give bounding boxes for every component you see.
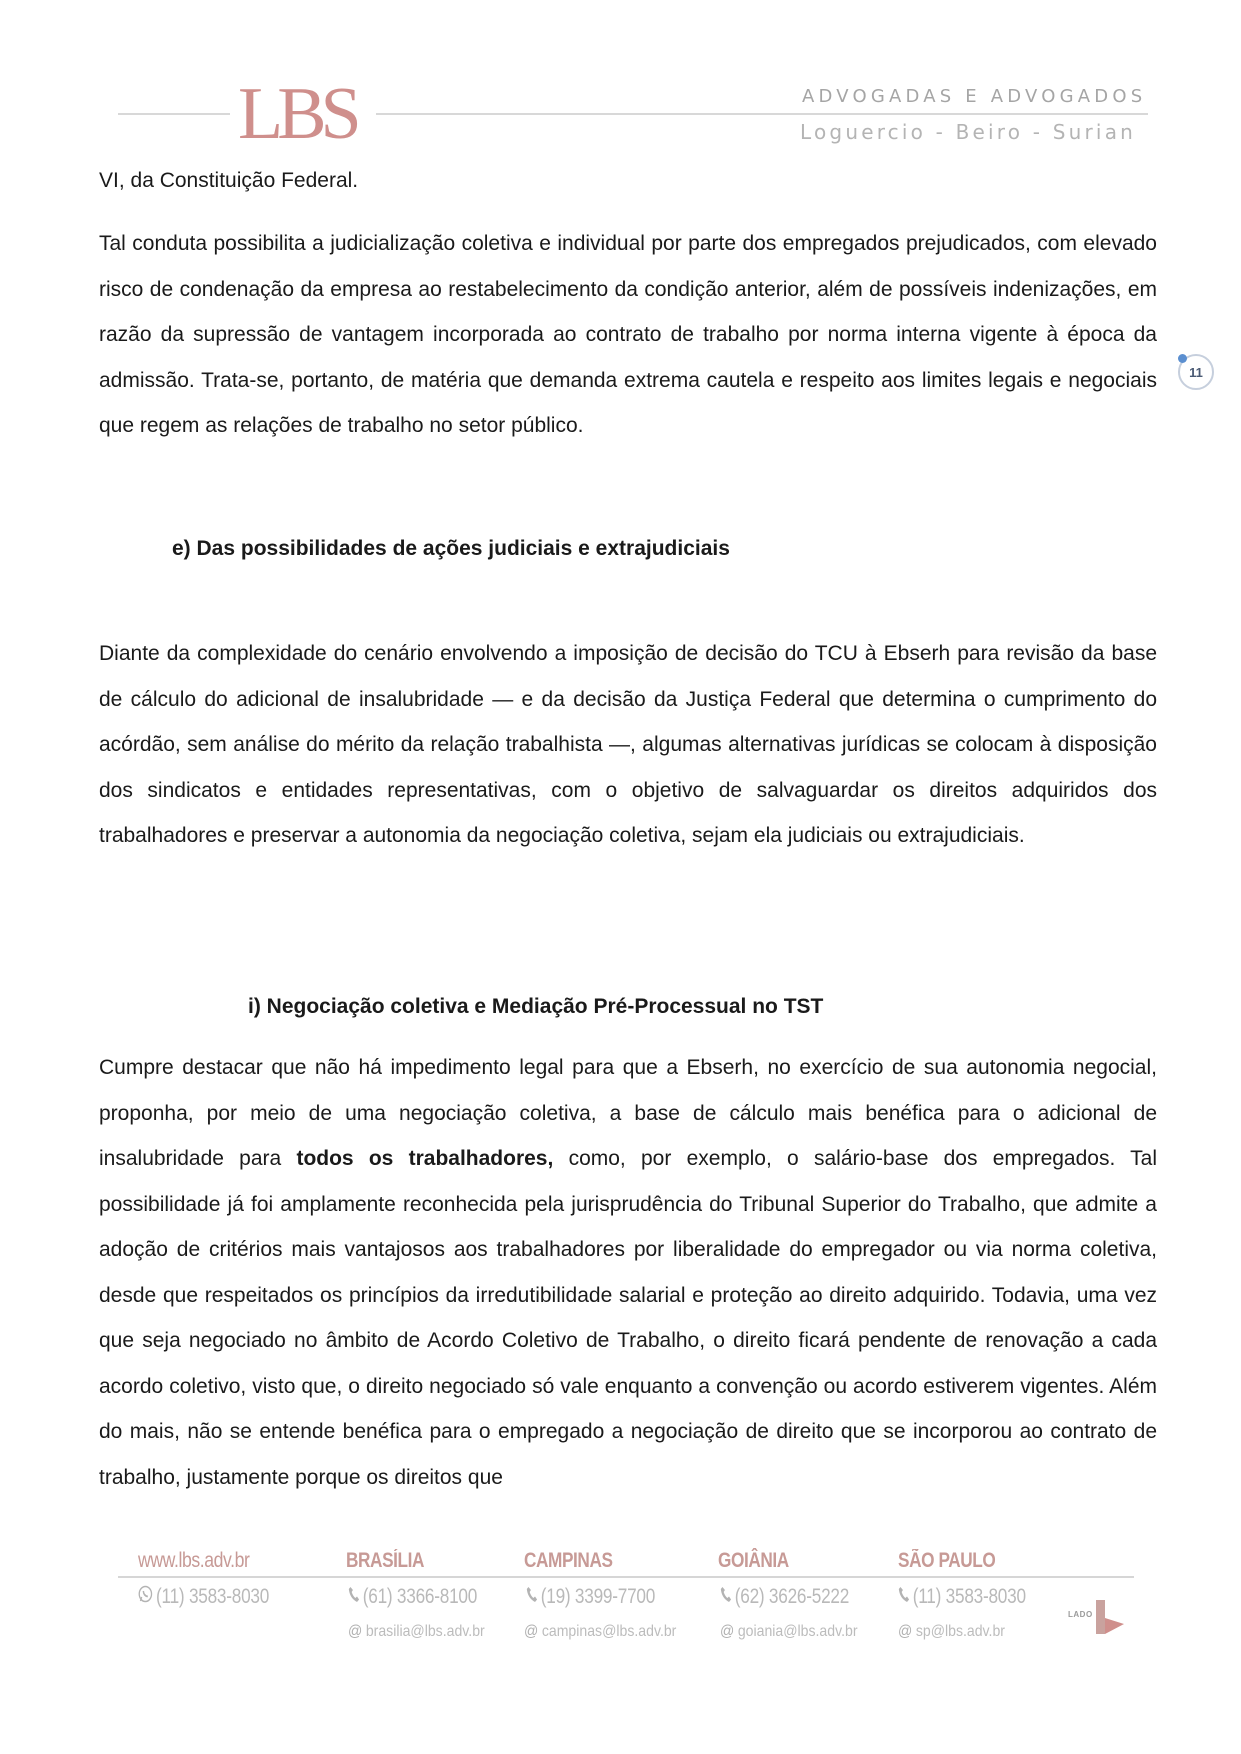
footer-email-goiania-address: goiania@lbs.adv.br	[737, 1623, 858, 1640]
footer-email-sao-paulo-address: sp@lbs.adv.br	[915, 1623, 1005, 1640]
footer-rule	[118, 1576, 1134, 1578]
footer-email-brasilia[interactable]	[348, 1623, 485, 1641]
page-badge-dot	[1178, 354, 1187, 363]
footer-whatsapp-number: (11) 3583-8030	[156, 1585, 270, 1608]
phone-icon	[898, 1585, 909, 1609]
footer-phone-campinas[interactable]	[526, 1585, 655, 1609]
footer-phone-goiania-number: (62) 3626-5222	[734, 1585, 850, 1608]
at-icon: @	[348, 1623, 363, 1640]
footer-phone-brasilia[interactable]	[348, 1585, 477, 1609]
at-icon: @	[898, 1623, 913, 1640]
footer-city-campinas: CAMPINAS	[524, 1549, 613, 1572]
paragraph-continuation: VI, da Constituição Federal.	[99, 169, 359, 192]
footer-email-campinas[interactable]	[524, 1623, 676, 1641]
paragraph-risk: Tal conduta possibilita a judicialização coletiva e individual por parte dos empregados prejudicados, com elevado risco de condenação da empresa ao restabelecimento da condição anterior, além de possíveis indenizações, em razão da supressão de vantagem incorporada ao contrato de trabalho por norma interna vigente à época da admissão. Trata-se, portanto, de matéria que demanda extrema cautela e respeito aos limites legais e negociais que regem as relações de trabalho no setor público.	[99, 232, 1157, 437]
paragraph-negotiation-part1: Cumpre destacar que não há impedimento legal para que a Ebserh, no exercício de sua autonomia negocial, proponha, por meio de uma negociação coletiva, a base de cálculo mais benéfica para o adicional de insalubridade para	[99, 1056, 1157, 1170]
footer-city-goiania: GOIÂNIA	[718, 1549, 789, 1572]
phone-icon	[720, 1585, 731, 1609]
footer-phone-brasilia-number: (61) 3366-8100	[362, 1585, 478, 1608]
header-rule-left	[118, 113, 230, 115]
whatsapp-icon	[138, 1585, 153, 1609]
footer-phone-sao-paulo[interactable]	[898, 1585, 1026, 1609]
footer-phone-campinas-number: (19) 3399-7700	[540, 1585, 656, 1608]
footer-email-sao-paulo[interactable]	[898, 1623, 1005, 1641]
paragraph-negotiation	[99, 1045, 1157, 1500]
footer-email-goiania[interactable]	[720, 1623, 858, 1641]
footer-email-brasilia-address: brasilia@lbs.adv.br	[365, 1623, 485, 1640]
footer-email-campinas-address: campinas@lbs.adv.br	[541, 1623, 677, 1640]
section-heading-i: i) Negociação coletiva e Mediação Pré-Processual no TST	[248, 995, 824, 1018]
phone-icon	[348, 1585, 359, 1609]
footer-city-brasilia: BRASÍLIA	[346, 1549, 425, 1572]
lado-logo-mark	[1094, 1598, 1126, 1638]
firm-partners: Loguercio - Beiro - Surian	[800, 120, 1137, 144]
footer-city-sao-paulo: SÃO PAULO	[898, 1549, 996, 1572]
page-number-badge: 11	[1178, 354, 1214, 390]
firm-name: ADVOGADAS E ADVOGADOS	[802, 86, 1147, 107]
footer-website[interactable]: www.lbs.adv.br	[138, 1549, 250, 1572]
footer-whatsapp[interactable]	[138, 1585, 269, 1609]
paragraph-alternatives: Diante da complexidade do cenário envolvendo a imposição de decisão do TCU à Ebserh para revisão da base de cálculo do adicional de insalubridade — e da decisão da Justiça Federal que determina o cumprimento do acórdão, sem análise do mérito da relação trabalhista —, algumas alternativas jurídicas se colocam à disposição dos sindicatos e entidades representativas, com o objetivo de salvaguardar os direitos adquiridos dos trabalhadores e preservar a autonomia da negociação coletiva, sejam ela judiciais ou extrajudiciais.	[99, 642, 1157, 847]
lbs-logo: LBS	[238, 73, 356, 155]
header-rule-right	[376, 113, 1148, 115]
section-heading-e: e) Das possibilidades de ações judiciais e extrajudiciais	[172, 537, 730, 560]
paragraph-negotiation-part2: como, por exemplo, o salário-base dos empregados. Tal possibilidade já foi amplamente reconhecida pela jurisprudência do Tribunal Superior do Trabalho, que admite a adoção de critérios mais vantajosos aos trabalhadores por liberalidade do empregador ou via norma coletiva, desde que respeitados os princípios da irredutibilidade salarial e proteção ao direito adquirido. Todavia, uma vez que seja negociado no âmbito de Acordo Coletivo de Trabalho, o direito ficará pendente de renovação a cada acordo coletivo, visto que, o direito negociado só vale enquanto a convenção ou acordo estiverem vigentes. Além do mais, não se entende benéfica para o empregado a negociação de direito que se incorporou ao contrato de trabalho, justamente porque os direitos que	[99, 1147, 1158, 1489]
footer-phone-sao-paulo-number: (11) 3583-8030	[912, 1585, 1026, 1608]
phone-icon	[526, 1585, 537, 1609]
at-icon: @	[524, 1623, 539, 1640]
at-icon: @	[720, 1623, 735, 1640]
paragraph-negotiation-bold: todos os trabalhadores,	[296, 1147, 554, 1170]
footer-phone-goiania[interactable]	[720, 1585, 849, 1609]
lado-label: LADO	[1068, 1610, 1093, 1619]
